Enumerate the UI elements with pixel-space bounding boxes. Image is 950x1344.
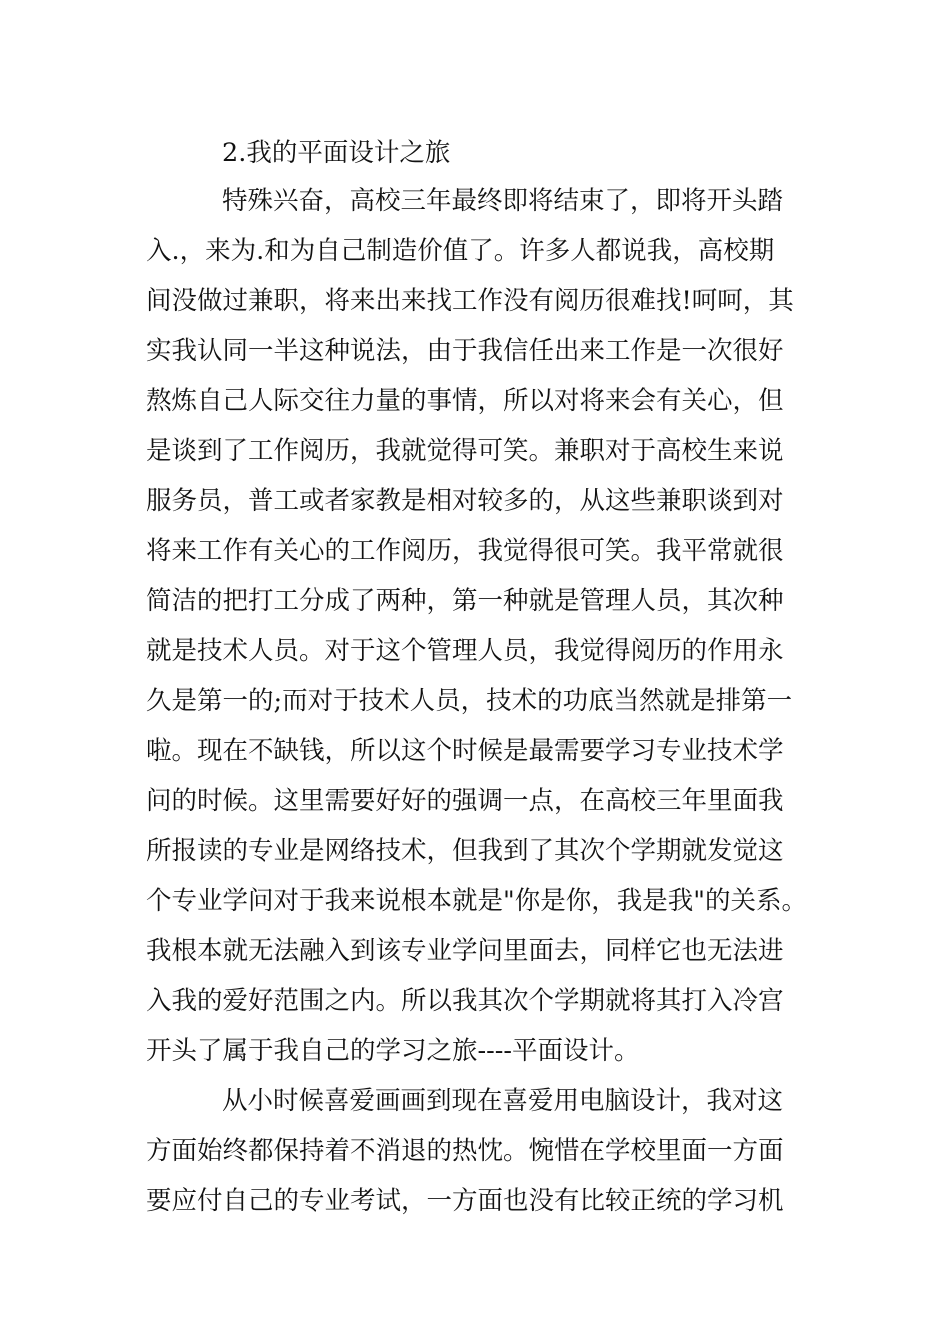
paragraph-line: 将来工作有关心的工作阅历，我觉得很可笑。我平常就很 [146,536,784,566]
paragraph-line: 入我的爱好范围之内。所以我其次个学期就将其打入冷宫 [146,986,784,1016]
paragraph-line: 啦。现在不缺钱，所以这个时候是最需要学习专业技术学 [146,736,784,766]
paragraph-line: 特殊兴奋，高校三年最终即将结束了，即将开头踏 [222,186,784,216]
paragraph-line: 熬炼自己人际交往力量的事情，所以对将来会有关心，但 [146,386,784,416]
paragraph-line: 间没做过兼职，将来出来找工作没有阅历很难找!呵呵，其 [146,286,794,316]
paragraph-line: 所报读的专业是网络技术，但我到了其次个学期就发觉这 [146,836,784,866]
paragraph-line: 从小时候喜爱画画到现在喜爱用电脑设计，我对这 [222,1086,784,1116]
paragraph-line: 是谈到了工作阅历，我就觉得可笑。兼职对于高校生来说 [146,436,784,466]
paragraph-line: 方面始终都保持着不消退的热忱。惋惜在学校里面一方面 [146,1136,784,1166]
paragraph-line: 简洁的把打工分成了两种，第一种就是管理人员，其次种 [146,586,784,616]
paragraph-line: 实我认同一半这种说法，由于我信任出来工作是一次很好 [146,336,784,366]
section-heading: 2.我的平面设计之旅 [222,138,451,168]
paragraph-line: 就是技术人员。对于这个管理人员，我觉得阅历的作用永 [146,636,784,666]
paragraph-line: 问的时候。这里需要好好的强调一点，在高校三年里面我 [146,786,784,816]
paragraph-line: 要应付自己的专业考试，一方面也没有比较正统的学习机 [146,1186,784,1216]
paragraph-line: 入.，来为.和为自己制造价值了。许多人都说我，高校期 [146,236,775,266]
paragraph-line: 个专业学问对于我来说根本就是"你是你，我是我"的关系。 [146,886,807,916]
paragraph-line: 我根本就无法融入到该专业学问里面去，同样它也无法进 [146,936,784,966]
paragraph-line: 久是第一的;而对于技术人员，技术的功底当然就是排第一 [146,686,793,716]
paragraph-line: 服务员，普工或者家教是相对较多的，从这些兼职谈到对 [146,486,784,516]
paragraph-line: 开头了属于我自己的学习之旅----平面设计。 [146,1036,640,1066]
